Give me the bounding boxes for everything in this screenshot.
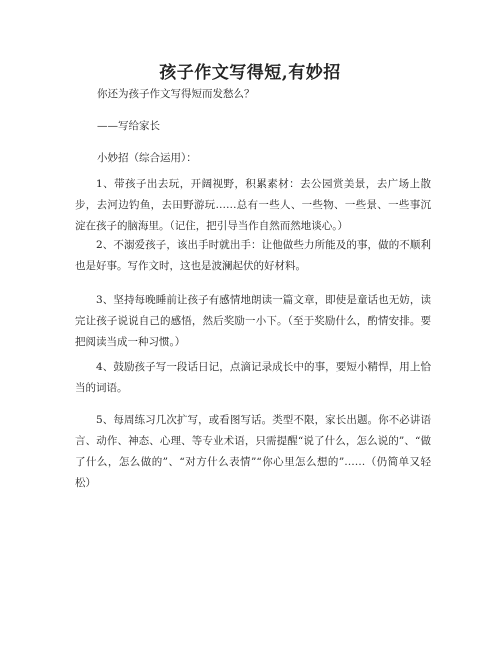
- section-heading: 小妙招（综合运用）：: [97, 152, 197, 164]
- tip-paragraph-3: 3、坚持每晚睡前让孩子有感情地朗读一篇文章，即使是童话也无妨，读完让孩子说说自己的感悟，然后奖励一小下。（至于奖励什么，酌情安排。要把阅读当成一种习惯。）: [75, 294, 431, 348]
- tip-paragraph-2: 2、不溺爱孩子，该出手时就出手：让他做些力所能及的事，做的不顺利也是好事。写作文时，这也是波澜起伏的好材料。: [75, 239, 431, 272]
- tip-paragraph-5: 5、每周练习几次扩写，或看图写话。类型不限，家长出题。你不必讲语言、动作、神态、心理、等专业术语，只需提醒“说了什么，怎么说的”、“做了什么，怎么做的”、“对方什么表情”“你心里怎么想的”……（仍简单又轻松）: [75, 414, 431, 489]
- byline: ——写给家长: [97, 120, 160, 132]
- tip-paragraph-4: 4、鼓励孩子写一段话日记，点滴记录成长中的事，要短小精悍，用上恰当的词语。: [75, 361, 431, 394]
- tip-paragraph-1: 1、带孩子出去玩，开阔视野，积累素材：去公园赏美景，去广场上散步，去河边钓鱼，去田野游玩……总有一些人、一些物、一些景、一些事沉淀在孩子的脑海里。（记住，把引导当作自然而然地谈心。）: [75, 178, 431, 232]
- document-title: 孩子作文写得短,有妙招: [159, 63, 341, 83]
- intro-question: 你还为孩子作文写得短而发愁么？: [97, 88, 255, 100]
